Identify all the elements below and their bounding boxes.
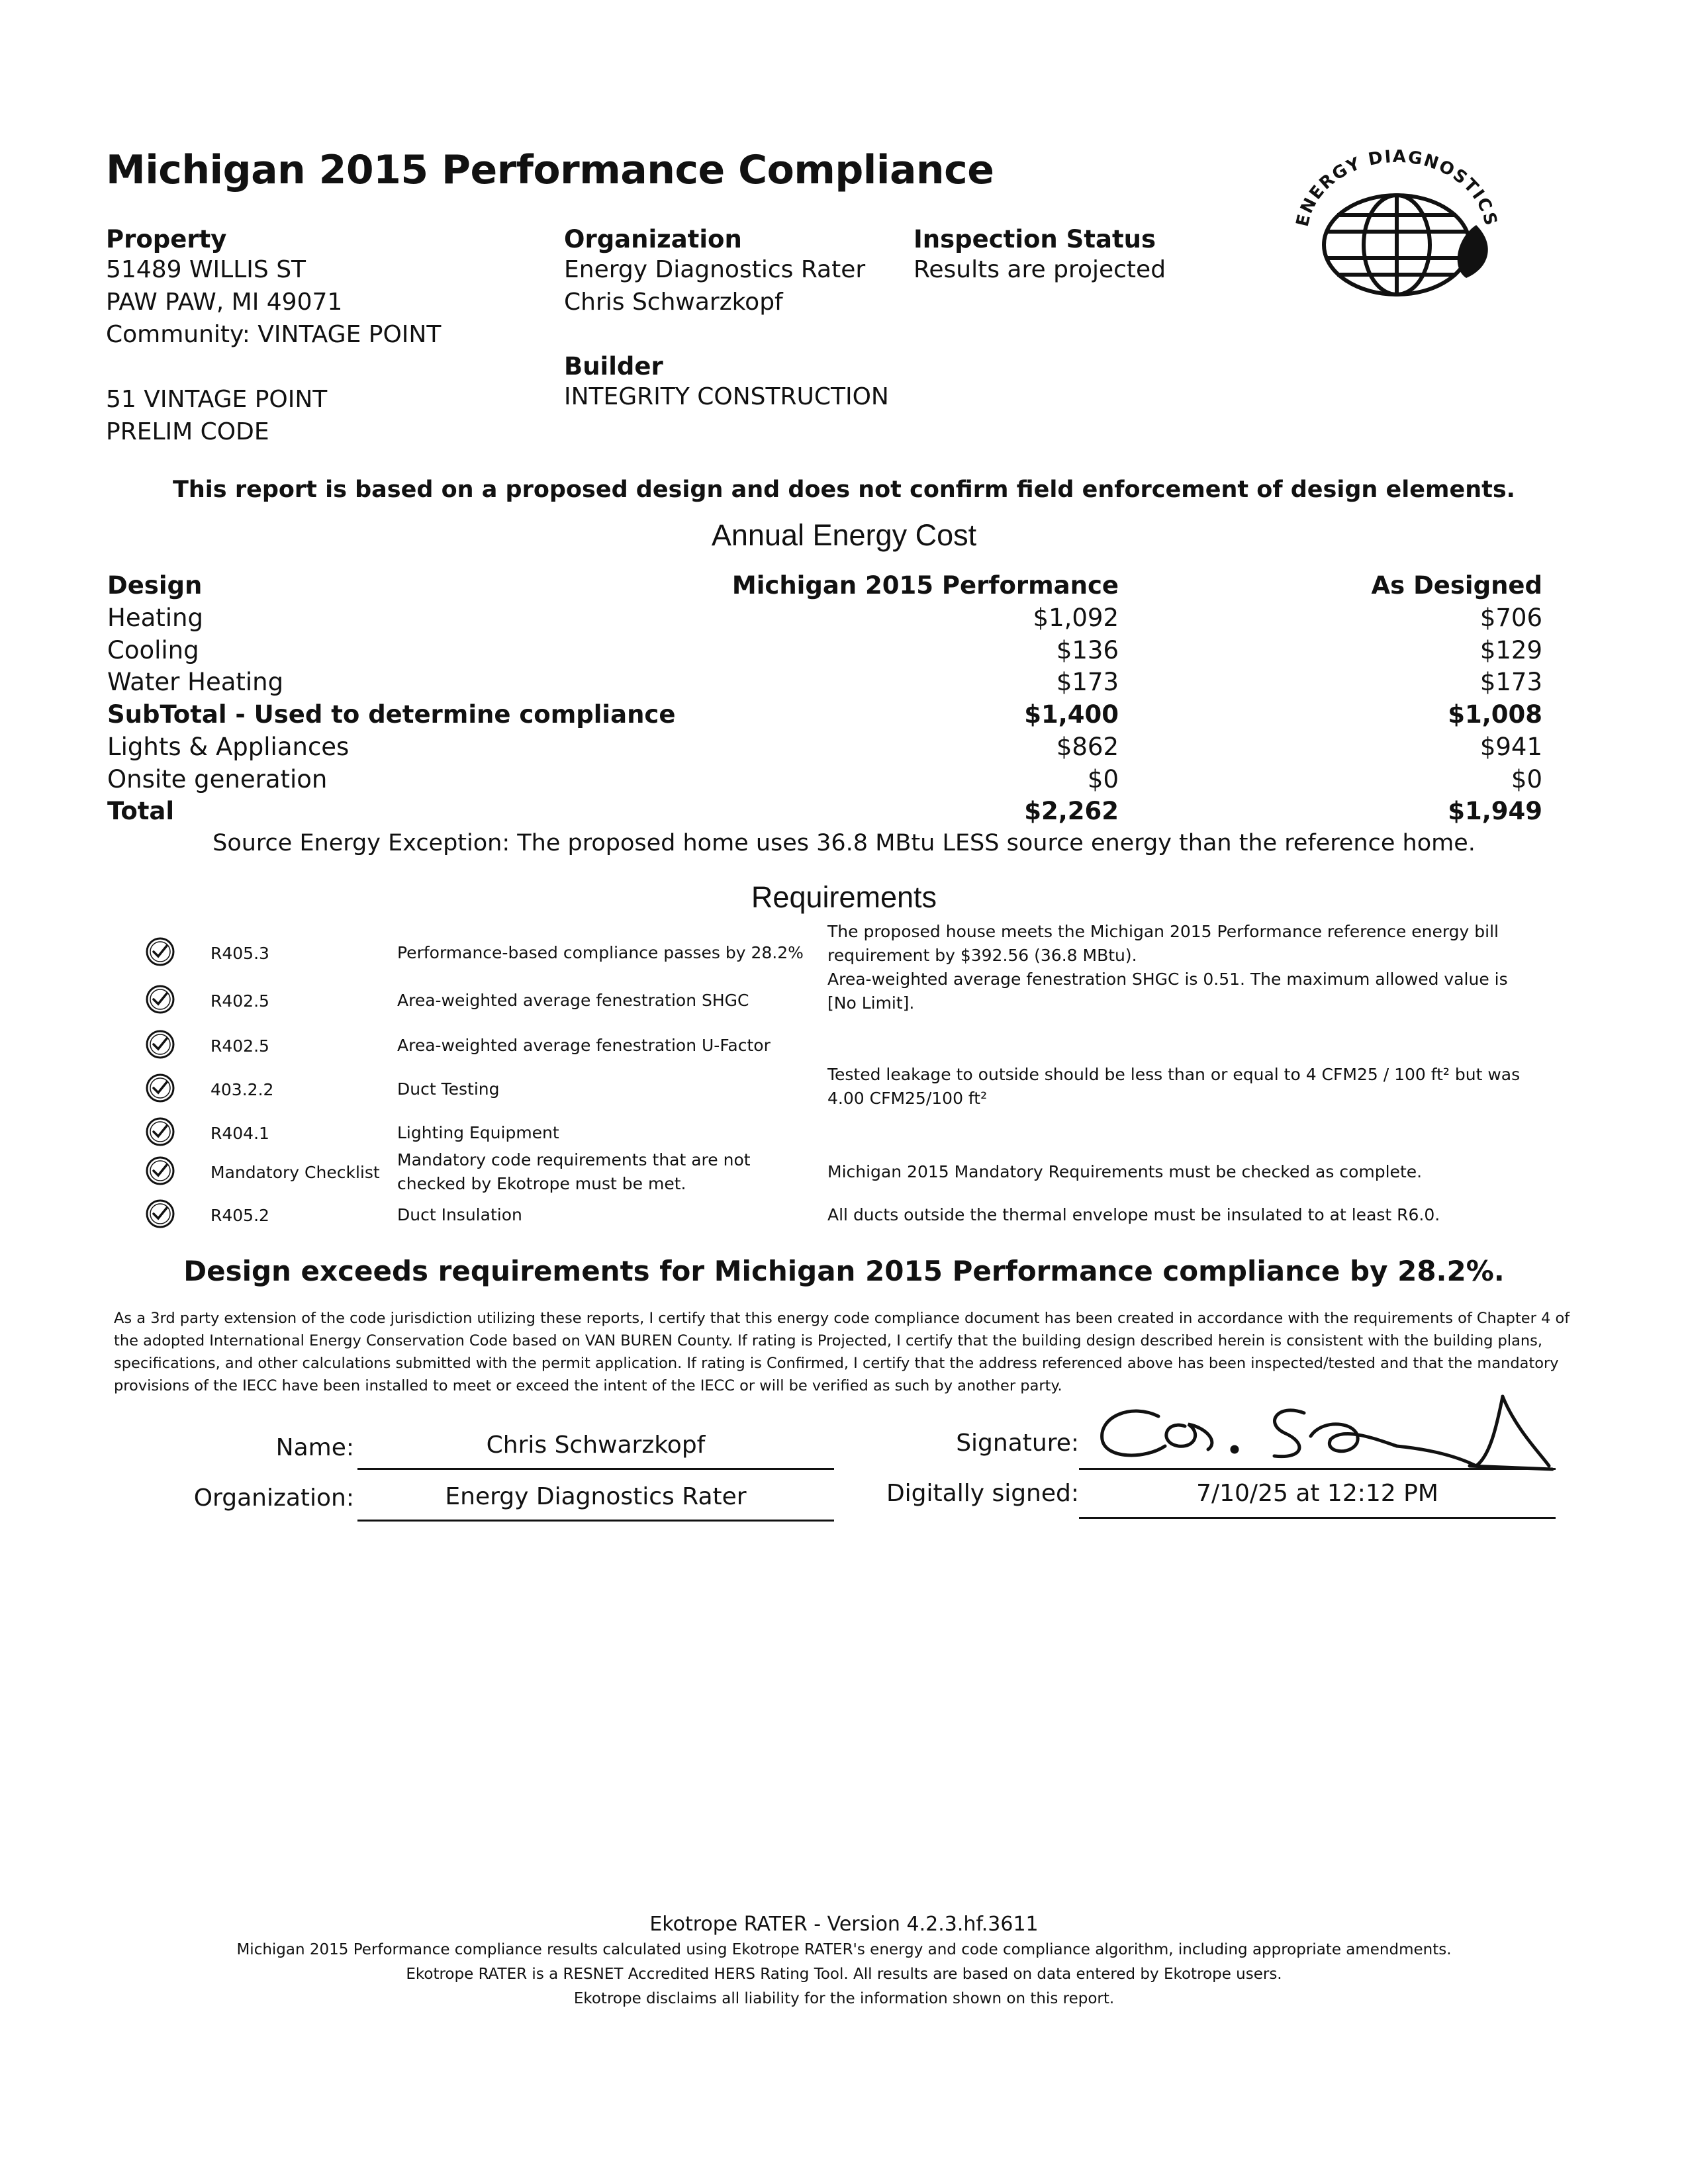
cost-row [106,604,1542,636]
cost-row-label: Cooling [107,636,199,664]
check-circle-icon [144,1116,176,1148]
footer-line2: Ekotrope RATER is a RESNET Accredited HERS Rating Tool. All results are based on data entered by Ekotrope users. [406,1966,1282,1983]
requirement-detail: Area-weighted average fenestration SHGC is 0.51. The maximum allowed value is [No Limit]. [827,970,1508,1013]
energy-diagnostics-logo [1278,146,1516,304]
organization-label: Organization [564,225,742,253]
organization-person: Chris Schwarzkopf [564,289,783,316]
builder-name: INTEGRITY CONSTRUCTION [564,383,889,410]
property-block [106,225,441,448]
requirement-code: 403.2.2 [211,1080,274,1099]
requirement-name: Duct Testing [397,1079,500,1099]
cost-row-label: Total [107,797,175,825]
inspection-label: Inspection Status [914,225,1156,253]
page-title: Michigan 2015 Performance Compliance [106,147,994,193]
property-label: Property [106,225,227,253]
requirement-name: Performance-based compliance passes by 28.2% [397,943,804,962]
cost-row-designed: $0 [1511,765,1542,794]
compliance-verdict: Design exceeds requirements for Michigan 2015 Performance compliance by 28.2%. [183,1255,1505,1287]
check-circle-icon [144,983,176,1015]
cost-row-designed: $173 [1479,668,1542,696]
cost-row-label: SubTotal - Used to determine compliance [107,700,676,729]
cost-row-designed: $706 [1479,604,1542,632]
cost-row-reference: $862 [1056,733,1119,761]
annual-cost-title: Annual Energy Cost [711,518,977,552]
cost-row-reference: $1,092 [1033,604,1119,632]
property-address2: PAW PAW, MI 49071 [106,289,343,316]
cost-row-designed: $1,949 [1448,797,1542,825]
cost-row-designed: $129 [1479,636,1542,664]
builder-label: Builder [564,352,663,381]
inspection-block [914,225,1166,286]
property-lot: 51 VINTAGE POINT [106,386,328,413]
cost-row [106,700,1542,733]
check-circle-icon [144,936,176,968]
cost-row-reference: $173 [1056,668,1119,696]
requirement-name: Lighting Equipment [397,1123,559,1142]
cost-row [106,765,1542,797]
cost-row-label: Heating [107,604,203,632]
header-design: Design [107,571,203,600]
header-reference: Michigan 2015 Performance [731,571,1119,600]
cost-row-reference: $2,262 [1024,797,1119,825]
digitally-signed-value: 7/10/25 at 12:12 PM [1196,1480,1438,1507]
organization-field-value: Energy Diagnostics Rater [445,1483,747,1510]
requirement-name: Area-weighted average fenestration U-Factor [397,1036,771,1055]
property-address1: 51489 WILLIS ST [106,256,306,283]
requirement-code: R402.5 [211,1036,269,1056]
check-circle-icon [144,1072,176,1104]
property-code: PRELIM CODE [106,418,269,445]
check-circle-icon [144,1155,176,1187]
name-label: Name: [275,1434,354,1461]
check-circle-icon [144,1028,176,1060]
digitally-signed-label: Digitally signed: [886,1480,1079,1507]
requirement-detail: All ducts outside the thermal envelope must be insulated to at least R6.0. [827,1205,1440,1224]
requirements-title: Requirements [751,880,937,914]
cost-row-label: Onsite generation [107,765,328,794]
cost-row-reference: $1,400 [1024,700,1119,729]
source-energy-exception: Source Energy Exception: The proposed home uses 36.8 MBtu LESS source energy than the reference home. [212,830,1476,856]
signature-underline [1079,1468,1556,1470]
requirement-code: Mandatory Checklist [211,1163,380,1182]
footer-line3: Ekotrope disclaims all liability for the information shown on this report. [573,1990,1115,2007]
requirement-code: R402.5 [211,991,269,1011]
requirement-name: Mandatory code requirements that are not checked by Ekotrope must be met. [397,1150,751,1193]
digitally-signed-underline [1079,1517,1556,1519]
organization-name: Energy Diagnostics Rater [564,256,866,283]
cost-row [106,797,1542,829]
requirement-detail: Michigan 2015 Mandatory Requirements must be checked as complete. [827,1162,1423,1181]
cost-row [106,668,1542,700]
signature-label: Signature: [956,1430,1079,1457]
certification-text: As a 3rd party extension of the code jurisdiction utilizing these reports, I certify that this energy code compliance document has been created in accordance with the requirements of Chapter 4 of the adopted International Energy Conservation Code based on VAN BUREN County. If rating is Projected, I certify that the building design described herein is consistent with the building plans, specifications, and other calculations submitted with the permit application. If rating is Confirmed, I certify that the address referenced above has been inspected/tested and that the mandatory provisions of the IECC have been installed to meet or exceed the intent of the IECC or will be verified as such by another party. [114,1310,1570,1394]
globe-leaf-icon [1278,146,1516,304]
design-notice: This report is based on a proposed design and does not confirm field enforcement of design elements. [173,477,1515,503]
footer-line1: Michigan 2015 Performance compliance results calculated using Ekotrope RATER's energy and code compliance algorithm, including appropriate amendments. [236,1941,1452,1958]
cost-row-reference: $0 [1087,765,1119,794]
cost-row-designed: $1,008 [1448,700,1542,729]
requirement-code: R405.3 [211,944,269,963]
cost-row [106,733,1542,765]
cost-row-label: Water Heating [107,668,284,696]
footer-version: Ekotrope RATER - Version 4.2.3.hf.3611 [649,1913,1039,1936]
requirement-name: Duct Insulation [397,1205,522,1224]
name-underline [357,1468,834,1470]
property-community: Community: VINTAGE POINT [106,321,442,348]
cost-row-reference: $136 [1056,636,1119,664]
organization-block [564,225,865,318]
requirement-code: R404.1 [211,1124,269,1143]
inspection-status: Results are projected [914,256,1166,283]
cost-table-header [106,571,1542,604]
cost-row-label: Lights & Appliances [107,733,350,761]
requirement-detail: The proposed house meets the Michigan 2015 Performance reference energy bill requirement by $392.56 (36.8 MBtu). [827,922,1499,965]
logo-text: ENERGY DIAGNOSTICS [1292,146,1501,229]
check-circle-icon [144,1198,176,1230]
organization-underline [357,1520,834,1522]
cost-row [106,636,1542,668]
requirement-name: Area-weighted average fenestration SHGC [397,991,749,1010]
name-value: Chris Schwarzkopf [486,1432,706,1459]
requirement-code: R405.2 [211,1206,269,1225]
header-designed: As Designed [1371,571,1542,600]
builder-block [564,352,889,413]
requirement-detail: Tested leakage to outside should be less than or equal to 4 CFM25 / 100 ft² but was 4.00 CFM25/100 ft² [827,1065,1521,1108]
handwritten-signature [1086,1377,1562,1476]
cost-row-designed: $941 [1479,733,1542,761]
organization-field-label: Organization: [193,1484,354,1512]
